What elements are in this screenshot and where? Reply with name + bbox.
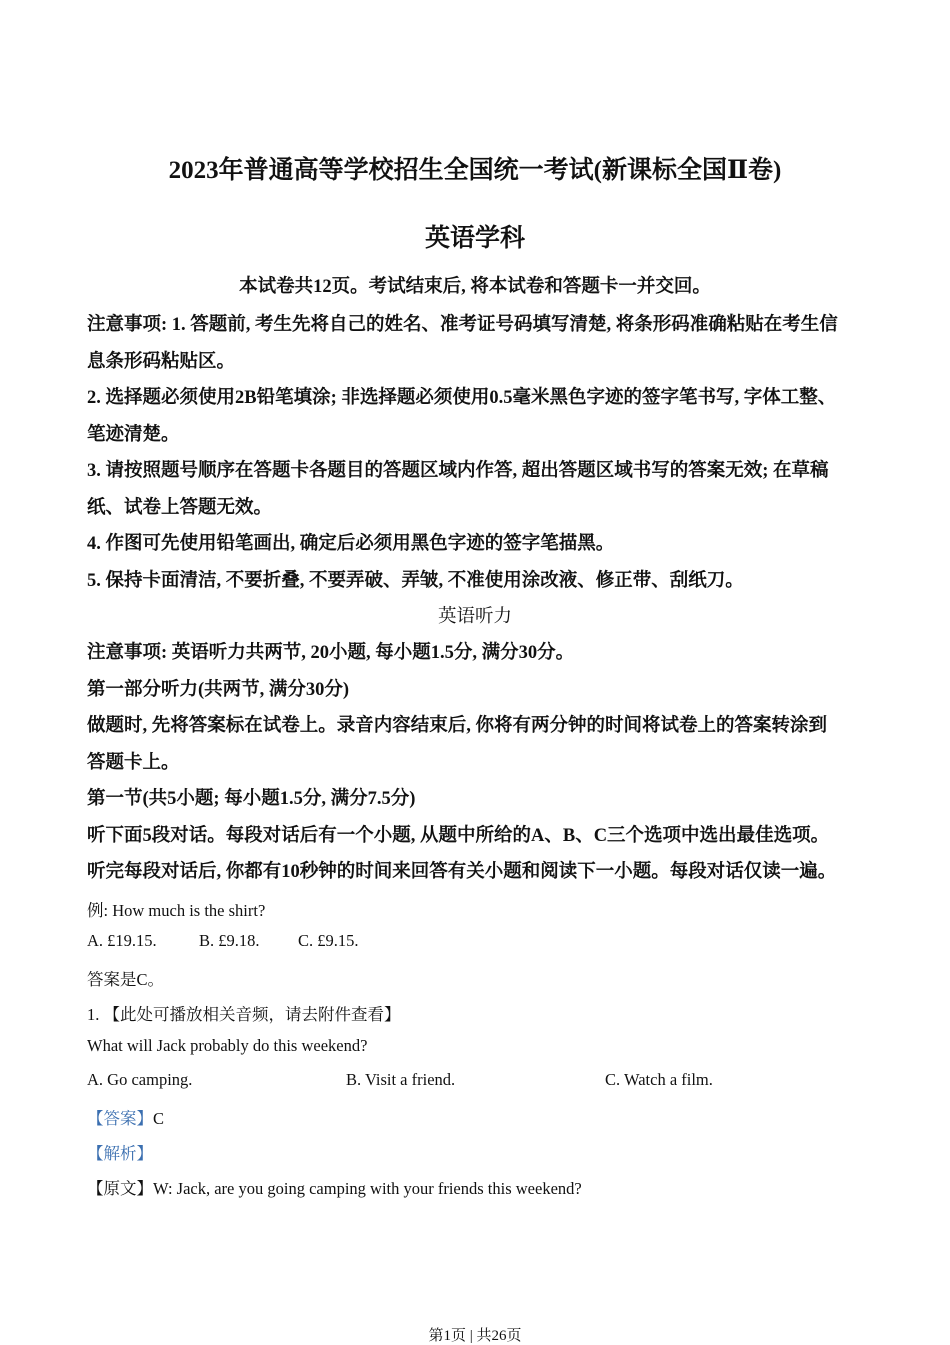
exam-subtitle: 英语学科 xyxy=(424,225,525,252)
q1-option-a: A. Go camping. xyxy=(87,1070,193,1089)
q1-option-c: C. Watch a film. xyxy=(605,1070,713,1089)
example-option-c: C. £9.15. xyxy=(298,931,359,950)
note-line: 4. 作图可先使用铅笔画出, 确定后必须用黑色字迹的签字笔描黑。 xyxy=(87,534,615,554)
example-question: 例: How much is the shirt? xyxy=(87,901,266,920)
note-line: 注意事项: 1. 答题前, 考生先将自己的姓名、准考证号码填写清楚, 将条形码准确粘贴在考生信 xyxy=(87,315,838,335)
note-line: 5. 保持卡面清洁, 不要折叠, 不要弄破、弄皱, 不准使用涂改液、修正带、刮纸刀。 xyxy=(87,571,744,591)
listening-note: 注意事项: 英语听力共两节, 20小题, 每小题1.5分, 满分30分。 xyxy=(87,643,575,663)
note-line: 2. 选择题必须使用2B铅笔填涂; 非选择题必须使用0.5毫米黑色字迹的签字笔书写, 字体工整、 xyxy=(87,388,837,408)
q1-option-b: B. Visit a friend. xyxy=(346,1070,456,1089)
exam-intro: 本试卷共12页。考试结束后, 将本试卷和答题卡一并交回。 xyxy=(239,277,711,297)
q1-analysis-tag: 【解析】 xyxy=(87,1144,153,1163)
exam-title: 2023年普通高等学校招生全国统一考试(新课标全国Ⅱ卷) xyxy=(168,157,782,184)
note-line: 纸、试卷上答题无效。 xyxy=(87,498,273,518)
section1-heading: 第一节(共5小题; 每小题1.5分, 满分7.5分) xyxy=(87,789,416,809)
q1-question: What will Jack probably do this weekend? xyxy=(87,1036,368,1055)
answer-value: C xyxy=(153,1109,165,1128)
example-option-b: B. £9.18. xyxy=(199,931,260,950)
part1-instruction: 答题卡上。 xyxy=(87,753,180,773)
example-option-a: A. £19.15. xyxy=(87,931,157,950)
listening-heading: 英语听力 xyxy=(437,607,512,627)
q1-audio[interactable]: 1. 【此处可播放相关音频，请去附件查看】 xyxy=(87,1005,401,1024)
part1-instruction: 做题时, 先将答案标在试卷上。录音内容结束后, 你将有两分钟的时间将试卷上的答案转涂到 xyxy=(87,716,828,736)
q1-original xyxy=(87,1175,582,1199)
q1-answer xyxy=(87,1105,164,1129)
example-answer: 答案是C。 xyxy=(87,970,165,989)
note-line: 3. 请按照题号顺序在答题卡各题目的答题区域内作答, 超出答题区域书写的答案无效; 在草稿 xyxy=(87,461,829,481)
section1-instruction: 听完每段对话后, 你都有10秒钟的时间来回答有关小题和阅读下一小题。每段对话仅读一遍。 xyxy=(87,862,837,882)
section1-instruction: 听下面5段对话。每段对话后有一个小题, 从题中所给的A、B、C三个选项中选出最佳选项。 xyxy=(87,826,830,846)
part1-heading: 第一部分听力(共两节, 满分30分) xyxy=(87,680,350,700)
answer-tag: 【答案】 xyxy=(87,1109,153,1128)
note-line: 笔迹清楚。 xyxy=(87,425,180,445)
original-tag: 【原文】 xyxy=(87,1179,153,1198)
page-footer: 第1页 | 共26页 xyxy=(428,1328,522,1344)
note-line: 息条形码粘贴区。 xyxy=(87,352,236,372)
original-text: W: Jack, are you going camping with your friends this weekend? xyxy=(153,1179,582,1198)
